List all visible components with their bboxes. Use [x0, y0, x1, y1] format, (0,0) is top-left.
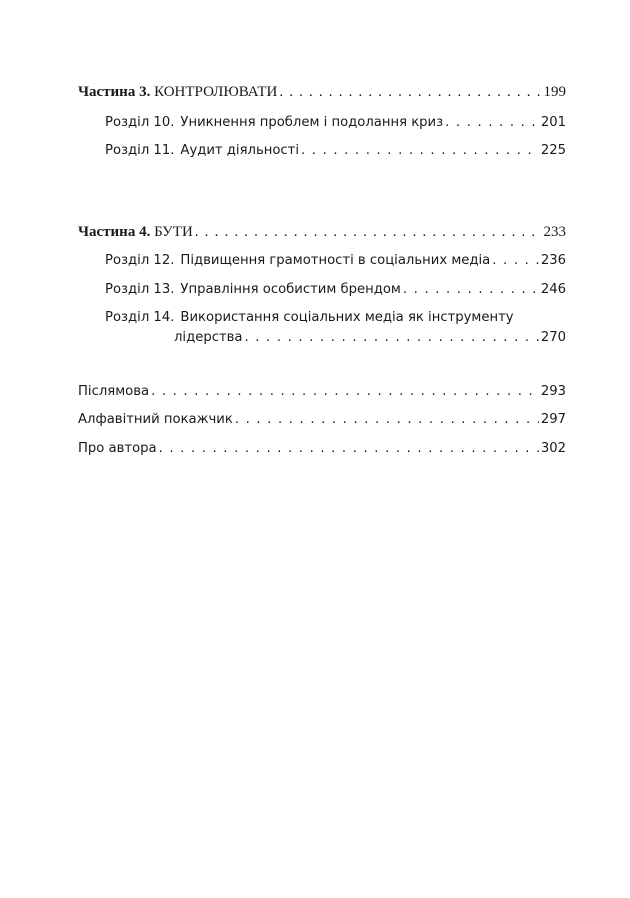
dot-leader — [301, 143, 539, 158]
dot-leader — [159, 441, 539, 456]
page-number: 199 — [543, 84, 566, 100]
dot-leader — [195, 224, 542, 241]
toc-part-3 — [78, 84, 566, 101]
page-number: 297 — [540, 412, 566, 427]
chapter-title: Розділ 14. Використання соціальних медіа як інструменту — [105, 310, 514, 325]
chapter-title: Розділ 13. Управління особистим брендом — [105, 282, 401, 297]
chapter-title: Розділ 12. Підвищення грамотності в соціальних медіа — [105, 253, 491, 268]
page-number: 293 — [540, 384, 566, 399]
toc-about-author — [78, 441, 566, 456]
dot-leader — [403, 282, 539, 297]
part-title: Частина 3. КОНТРОЛЮВАТИ — [78, 84, 278, 100]
toc-chapter-10 — [105, 115, 566, 130]
chapter-title: Розділ 11. Аудит діяльності — [105, 143, 300, 158]
part-title: Частина 4. БУТИ — [78, 224, 193, 240]
toc-chapter-13 — [105, 282, 566, 297]
chapter-title: Розділ 10. Уникнення проблем і подолання криз — [105, 115, 444, 130]
page-number: 246 — [540, 282, 566, 297]
page-number: 201 — [540, 115, 566, 130]
toc-chapter-14 — [105, 310, 566, 325]
page-number: 233 — [543, 224, 566, 240]
toc-index — [78, 412, 566, 427]
back-matter-title: Післямова — [78, 384, 150, 399]
page-number: 270 — [540, 330, 566, 345]
toc-afterword — [78, 384, 566, 399]
toc-chapter-11 — [105, 143, 566, 158]
dot-leader — [244, 330, 538, 345]
back-matter-title: Про автора — [78, 441, 157, 456]
page-number: 236 — [540, 253, 566, 268]
page-number: 302 — [540, 441, 566, 456]
toc-chapter-14-continuation — [174, 330, 566, 345]
dot-leader — [279, 84, 541, 101]
back-matter-title: Алфавітний покажчик — [78, 412, 233, 427]
dot-leader — [235, 412, 539, 427]
toc-part-4 — [78, 224, 566, 241]
dot-leader — [492, 253, 539, 268]
chapter-title-continuation: лідерства — [174, 330, 243, 345]
dot-leader — [151, 384, 539, 399]
page-number: 225 — [540, 143, 566, 158]
toc-chapter-12 — [105, 253, 566, 268]
dot-leader — [445, 115, 539, 130]
